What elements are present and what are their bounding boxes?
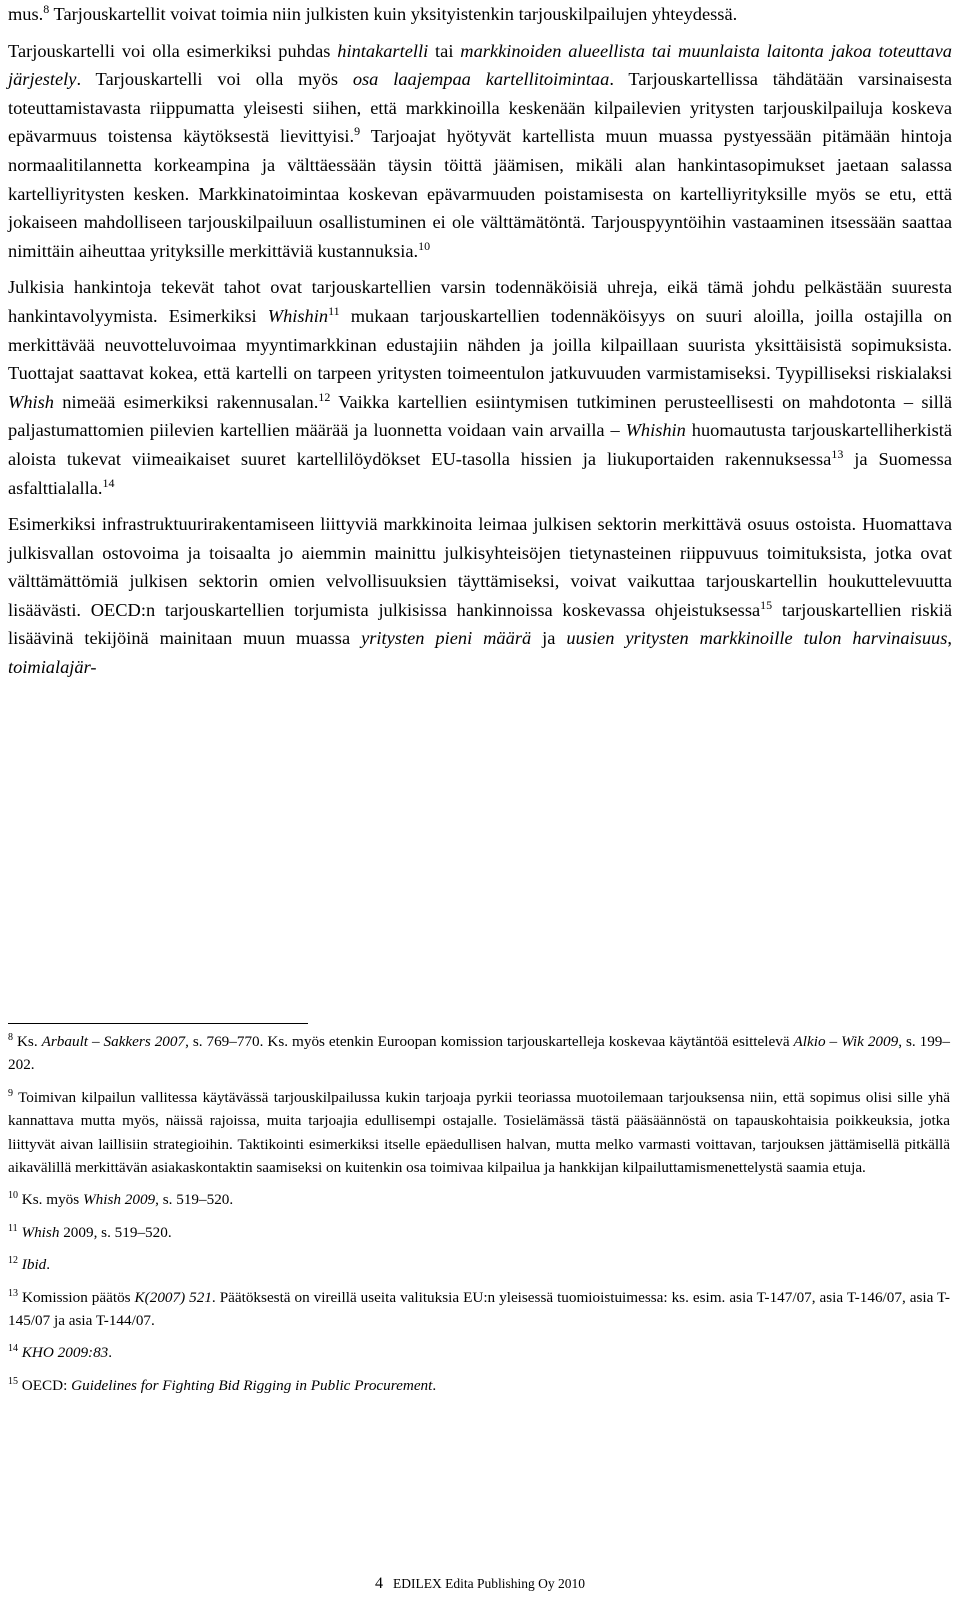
italic-text: Whishin	[625, 420, 686, 441]
italic-text: KHO 2009:83	[21, 1344, 109, 1362]
italic-text: Arbault – Sakkers 2007	[41, 1033, 186, 1050]
footnote-fn8	[8, 1030, 950, 1077]
text-run: Komission päätös	[18, 1288, 135, 1306]
footnote-fn9	[8, 1086, 950, 1180]
text-run: Ks. myös	[18, 1191, 83, 1209]
publisher-credit: EDILEX Edita Publishing Oy 2010	[393, 1576, 585, 1591]
footnote-ref: 14	[102, 475, 115, 490]
footnote-ref: 15	[760, 597, 773, 612]
italic-text: toimialajär-	[8, 657, 97, 678]
italic-text: Whish 2009	[82, 1191, 156, 1209]
paragraph-p1	[8, 37, 952, 266]
footnote-fn13	[8, 1286, 950, 1333]
text-run: Toimivan kilpailun vallitessa käytävässä tarjouskilpailussa kukin tarjoaja pyrkii teoriassa muotoilemaan tarjouksensa niin, että sopimus olisi sille yhä kannattava mutta myös, näissä rajoissa, muita tarjoajia edullisempi ostajalle. Tosielämässä tästä pääsäännöstä on tapauskohtaisia poikkeuksia, jotka liittyvät aivan laillisiin strategioihin. Taktikointi esimerkiksi itselle epäedullisen halvan, mutta melko varmasti voittavan, tarjouksen jättämisellä pitkällä aikavälillä merkittävän asiakaskontaktin saamiseksi on kuitenkin osa toimivaa kilpailua ja hankkijan kilpailuttamismenettelystä saamia etuja.	[8, 1088, 950, 1177]
footnote-ref: 14	[8, 1343, 18, 1355]
text-run: , s. 519–520.	[155, 1191, 234, 1209]
text-run: Tarjouskartellit voivat toimia niin julkisten kuin yksityistenkin tarjouskilpailujen yhteydessä.	[49, 4, 738, 24]
footnote-fn15	[8, 1374, 950, 1397]
text-run: Vaikka kartellien esiintymisen tutkiminen perusteellisesti on mahdotonta – sillä paljastumattomien piilevien kartellien määrää ja luonnetta voidaan vain arvailla –	[8, 391, 953, 441]
page-footer	[0, 1575, 960, 1593]
text-run: OECD:	[18, 1376, 72, 1394]
text-run: . Päätöksestä on vireillä useita valituksia EU:n yleisessä tuomioistuimessa: ks. esim. asia T-147/07, asia T-146/07, asia T-145/07 ja asia T-144/07.	[8, 1288, 950, 1330]
footnote-ref: 8	[8, 1031, 13, 1043]
text-run: , s. 769–770. Ks. myös etenkin Euroopan komission tarjouskartelleja koskevaa käytäntöä esittelevä	[185, 1033, 794, 1050]
text-run: ja Suomessa asfalttialalla.	[8, 448, 953, 498]
footnote-ref: 11	[328, 303, 340, 318]
italic-text: Whishin	[267, 305, 329, 326]
footnotes	[8, 1030, 950, 1406]
text-run: ,	[947, 628, 952, 649]
italic-text: hintakartelli	[337, 40, 429, 61]
text-run: . Tarjouskartellissa tähdätään varsinaisesta toteuttamistavasta riippumatta yleisesti siihen, että markkinoilla keskenään kilpailevien yritysten tarjouskilpailuja koskeva epävarmuus toistensa käytöksestä lievittyisi.	[8, 69, 952, 147]
italic-text: osa laajempaa kartellitoimintaa	[352, 69, 610, 90]
paragraph-p2	[8, 273, 952, 502]
text-run: . Tarjouskartelli voi olla myös	[76, 69, 353, 90]
text-run: tarjouskartellien riskiä lisäävinä tekijöinä mainitaan muun muassa	[8, 599, 952, 649]
paragraph-p0	[8, 0, 952, 29]
footnote-fn12	[8, 1253, 950, 1276]
italic-text: Whish	[8, 391, 54, 412]
page-number: 4	[375, 1575, 383, 1592]
footnote-ref: 12	[8, 1255, 18, 1267]
italic-text: K(2007) 521	[134, 1288, 212, 1306]
footnote-ref: 8	[43, 1, 50, 16]
text-run: .	[108, 1344, 113, 1362]
text-run: Julkisia hankintoja tekevät tahot ovat tarjouskartellien varsin todennäköisiä uhreja, eikä tämä johdu pelkästään suuresta hankintavolyymista. Esimerkiksi	[8, 277, 952, 326]
text-run: .	[432, 1376, 437, 1394]
text-run: Esimerkiksi infrastruktuurirakentamiseen liittyviä markkinoita leimaa julkisen sektorin merkittävä osuus ostoista. Huomattava julkisvallan ostovoima ja toisaalta jo aiemmin mainittu julkisyhteisöjen tietynasteinen riippuvuus toimituksista, jotka ovat välttämättömiä julkisen sektorin omien velvollisuuksien täyttämiseksi, voivat vaikuttaa tarjouskartellin houkuttelevuutta lisäävästi. OECD:n tarjouskartellien torjumista julkisissa hankinnoissa koskevassa ohjeistuksessa	[8, 514, 952, 620]
footnote-fn14	[8, 1341, 950, 1364]
footnote-ref: 9	[354, 124, 361, 139]
footnote-ref: 9	[8, 1087, 13, 1099]
italic-text: Ibid	[21, 1256, 47, 1274]
italic-text: Guidelines for Fighting Bid Rigging in Public Procurement	[71, 1376, 433, 1394]
text-run: 2009, s. 519–520.	[59, 1223, 172, 1241]
footnote-ref: 11	[8, 1222, 18, 1234]
text-run: , s. 199–202.	[8, 1033, 950, 1074]
footnote-fn11	[8, 1221, 950, 1244]
text-run: Ks.	[13, 1033, 42, 1050]
text-run: Tarjouskartelli voi olla esimerkiksi puhdas	[8, 40, 338, 61]
paragraph-p3	[8, 510, 952, 682]
italic-text: markkinoiden alueellista tai muunlaista laitonta jakoa toteuttava järjestely	[8, 40, 952, 90]
italic-text: uusien yritysten markkinoille tulon harvinaisuus	[566, 628, 948, 649]
text-run: ja	[531, 628, 567, 649]
text-run: Tarjoajat hyötyvät kartellista muun muassa pystyessään pitämään hintoja normaalitilannetta korkeampina ja välttäessään täysin töittä jäämisen, mikäli alan hankintasopimukset jaetaan salassa kartelliyritysten kesken. Markkinatoimintaa koskevan epävarmuuden poistamisesta on kartelliyrityksille myös se etu, että jokaiseen mahdolliseen tarjouskilpailuun osallistuminen ei ole välttämätöntä. Tarjouspyyntöihin vastaaminen itsessään saattaa nimittäin aiheuttaa yrityksille merkittäviä kustannuksia.	[8, 126, 953, 261]
footnote-ref: 10	[8, 1190, 18, 1202]
text-run: .	[46, 1256, 51, 1274]
text-run: tai	[428, 40, 461, 61]
footnote-ref: 13	[8, 1287, 18, 1299]
footnote-separator	[8, 1023, 308, 1024]
italic-text: Whish	[21, 1223, 60, 1241]
text-run: mus.	[8, 4, 44, 24]
italic-text: Alkio – Wik 2009	[793, 1033, 899, 1050]
body-text	[8, 0, 952, 682]
text-run: mukaan tarjouskartellien todennäköisyys on suuri aloilla, joilla ostajilla on merkittävää neuvotteluvoimaa myyntimarkkinan edustajiin nähden ja joilla kilpaillaan suurista yksittäisistä sopimuksista. Tuottajat saattavat kokea, että kartelli on tarpeen yritysten toimeentulon jatkuvuuden varmistamiseksi. Tyypilliseksi riskialaksi	[8, 305, 952, 384]
footnote-ref: 12	[318, 389, 331, 404]
italic-text: yritysten pieni määrä	[361, 628, 532, 649]
footnote-ref: 15	[8, 1375, 18, 1387]
footnote-ref: 10	[418, 238, 431, 253]
footnote-fn10	[8, 1188, 950, 1211]
text-run: huomautusta tarjouskartelliherkistä aloista tukevat viimeaikaiset suuret kartellilöydökset EU-tasolla hissien ja liukuportaiden rakennuksessa	[8, 420, 952, 469]
footnote-ref: 13	[831, 446, 844, 461]
text-run: nimeää esimerkiksi rakennusalan.	[53, 391, 319, 412]
